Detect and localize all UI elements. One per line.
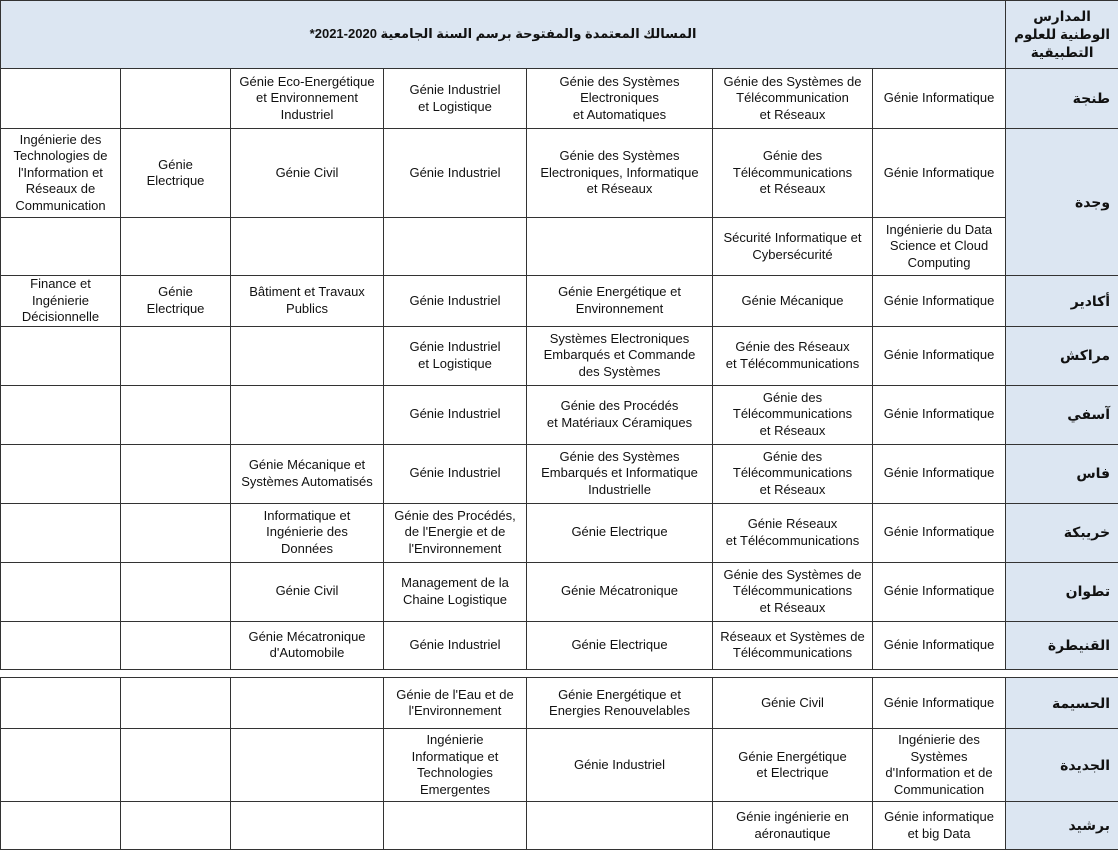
program-cell: Génie Informatique (873, 678, 1006, 729)
program-cell: Génie Industriel (384, 444, 527, 503)
program-cell: Génie des Procédés et Matériaux Céramiques (527, 385, 713, 444)
program-cell: Génie Electrique (527, 621, 713, 669)
programs-table-secondary (0, 677, 1118, 850)
program-cell: Génie Energétique et Energies Renouvelables (527, 678, 713, 729)
table-row (1, 802, 1118, 850)
program-cell: Ingénierie des Technologies de l'Information et Réseaux de Communication (1, 129, 121, 218)
table-row (1, 503, 1118, 562)
program-cell: Génie Informatique (873, 326, 1006, 385)
empty-cell (121, 69, 231, 129)
program-cell: Génie des Systèmes Electroniques, Informatique et Réseaux (527, 129, 713, 218)
empty-cell (231, 729, 384, 802)
empty-cell (231, 802, 384, 850)
school-city-cell: طنجة (1006, 69, 1118, 129)
empty-cell (1, 729, 121, 802)
empty-cell (1, 678, 121, 729)
program-cell: Génie de l'Eau et de l'Environnement (384, 678, 527, 729)
empty-cell (527, 218, 713, 276)
program-cell: Génie Industriel (384, 621, 527, 669)
program-cell: Génie des Réseaux et Télécommunications (713, 326, 873, 385)
program-cell: Management de la Chaine Logistique (384, 562, 527, 621)
school-city-cell: برشيد (1006, 802, 1118, 850)
school-city-cell: الحسيمة (1006, 678, 1118, 729)
empty-cell (121, 444, 231, 503)
program-cell: Génie des Procédés, de l'Energie et de l'Environnement (384, 503, 527, 562)
program-cell: Génie Industriel (384, 385, 527, 444)
program-cell: Génie Informatique (873, 621, 1006, 669)
empty-cell (1, 218, 121, 276)
program-cell: Bâtiment et Travaux Publics (231, 276, 384, 327)
program-cell: Génie des Télécommunications et Réseaux (713, 444, 873, 503)
program-cell: Génie Industriel et Logistique (384, 326, 527, 385)
school-city-cell: القنيطرة (1006, 621, 1118, 669)
table-row (1, 276, 1118, 327)
program-cell: Génie Informatique (873, 69, 1006, 129)
program-cell: Génie des Télécommunications et Réseaux (713, 129, 873, 218)
empty-cell (121, 385, 231, 444)
program-cell: Génie des Systèmes Embarqués et Informatique Industrielle (527, 444, 713, 503)
school-city-cell: تطوان (1006, 562, 1118, 621)
program-cell: Génie Informatique (873, 503, 1006, 562)
table-title: المسالك المعتمدة والمفتوحة برسم السنة الجامعية 2020-2021* (1, 1, 1006, 69)
program-cell: Génie Industriel (527, 729, 713, 802)
empty-cell (121, 678, 231, 729)
empty-cell (231, 218, 384, 276)
empty-cell (231, 678, 384, 729)
school-city-cell: آسفي (1006, 385, 1118, 444)
program-cell: Génie Eco-Energétique et Environnement Industriel (231, 69, 384, 129)
program-cell: Génie Industriel et Logistique (384, 69, 527, 129)
school-city-cell: وجدة (1006, 129, 1118, 276)
program-cell: Ingénierie du Data Science et Cloud Computing (873, 218, 1006, 276)
program-cell: Ingénierie Informatique et Technologies Emergentes (384, 729, 527, 802)
program-cell: Génie Informatique (873, 444, 1006, 503)
empty-cell (384, 218, 527, 276)
table-row (1, 385, 1118, 444)
program-cell: Génie Mécanique et Systèmes Automatisés (231, 444, 384, 503)
empty-cell (121, 621, 231, 669)
empty-cell (1, 69, 121, 129)
program-cell: Génie Informatique (873, 562, 1006, 621)
empty-cell (1, 385, 121, 444)
empty-cell (527, 802, 713, 850)
table-row (1, 218, 1118, 276)
program-cell: Génie Industriel (384, 129, 527, 218)
empty-cell (231, 326, 384, 385)
program-cell: Génie Informatique (873, 385, 1006, 444)
program-cell: Génie Civil (713, 678, 873, 729)
program-cell: Génie Electrique (527, 503, 713, 562)
program-cell: Génie Informatique (873, 129, 1006, 218)
school-city-cell: فاس (1006, 444, 1118, 503)
program-cell: Génie Réseaux et Télécommunications (713, 503, 873, 562)
program-cell: Génie informatique et big Data (873, 802, 1006, 850)
program-cell: Génie Civil (231, 129, 384, 218)
empty-cell (121, 326, 231, 385)
program-cell: Génie des Systèmes de Télécommunications et Réseaux (713, 562, 873, 621)
program-cell: Génie des Télécommunications et Réseaux (713, 385, 873, 444)
school-city-cell: أكادير (1006, 276, 1118, 327)
empty-cell (121, 503, 231, 562)
program-cell: Génie des Systèmes de Télécommunication et Réseaux (713, 69, 873, 129)
program-cell: Finance et Ingénierie Décisionnelle (1, 276, 121, 327)
empty-cell (1, 444, 121, 503)
empty-cell (121, 218, 231, 276)
table-row (1, 326, 1118, 385)
program-cell: Génie Energétique et Electrique (713, 729, 873, 802)
program-cell: Génie Electrique (121, 129, 231, 218)
program-cell: Génie des Systèmes Electroniques et Automatiques (527, 69, 713, 129)
table-row (1, 678, 1118, 729)
empty-cell (121, 562, 231, 621)
empty-cell (1, 326, 121, 385)
program-cell: Génie Energétique et Environnement (527, 276, 713, 327)
header-row (1, 1, 1118, 69)
table-row (1, 562, 1118, 621)
table-row (1, 729, 1118, 802)
empty-cell (121, 802, 231, 850)
table-row (1, 621, 1118, 669)
program-cell: Ingénierie des Systèmes d'Information et de Communication (873, 729, 1006, 802)
school-city-cell: خريبكة (1006, 503, 1118, 562)
empty-cell (1, 802, 121, 850)
program-cell: Informatique et Ingénierie des Données (231, 503, 384, 562)
program-cell: Systèmes Electroniques Embarqués et Commande des Systèmes (527, 326, 713, 385)
empty-cell (231, 385, 384, 444)
program-cell: Génie Mécatronique d'Automobile (231, 621, 384, 669)
program-cell: Génie Mécatronique (527, 562, 713, 621)
table-row (1, 69, 1118, 129)
empty-cell (1, 503, 121, 562)
empty-cell (1, 562, 121, 621)
program-cell: Génie Civil (231, 562, 384, 621)
program-cell: Génie Mécanique (713, 276, 873, 327)
empty-cell (121, 729, 231, 802)
schools-header: المدارس الوطنية للعلوم التطبيقية (1006, 1, 1118, 69)
empty-cell (1, 621, 121, 669)
table-row (1, 444, 1118, 503)
school-city-cell: الجديدة (1006, 729, 1118, 802)
program-cell: Génie ingénierie en aéronautique (713, 802, 873, 850)
program-cell: Réseaux et Systèmes de Télécommunications (713, 621, 873, 669)
program-cell: Génie Electrique (121, 276, 231, 327)
table-row (1, 129, 1118, 218)
program-cell: Génie Informatique (873, 276, 1006, 327)
program-cell: Génie Industriel (384, 276, 527, 327)
empty-cell (384, 802, 527, 850)
school-city-cell: مراكش (1006, 326, 1118, 385)
program-cell: Sécurité Informatique et Cybersécurité (713, 218, 873, 276)
